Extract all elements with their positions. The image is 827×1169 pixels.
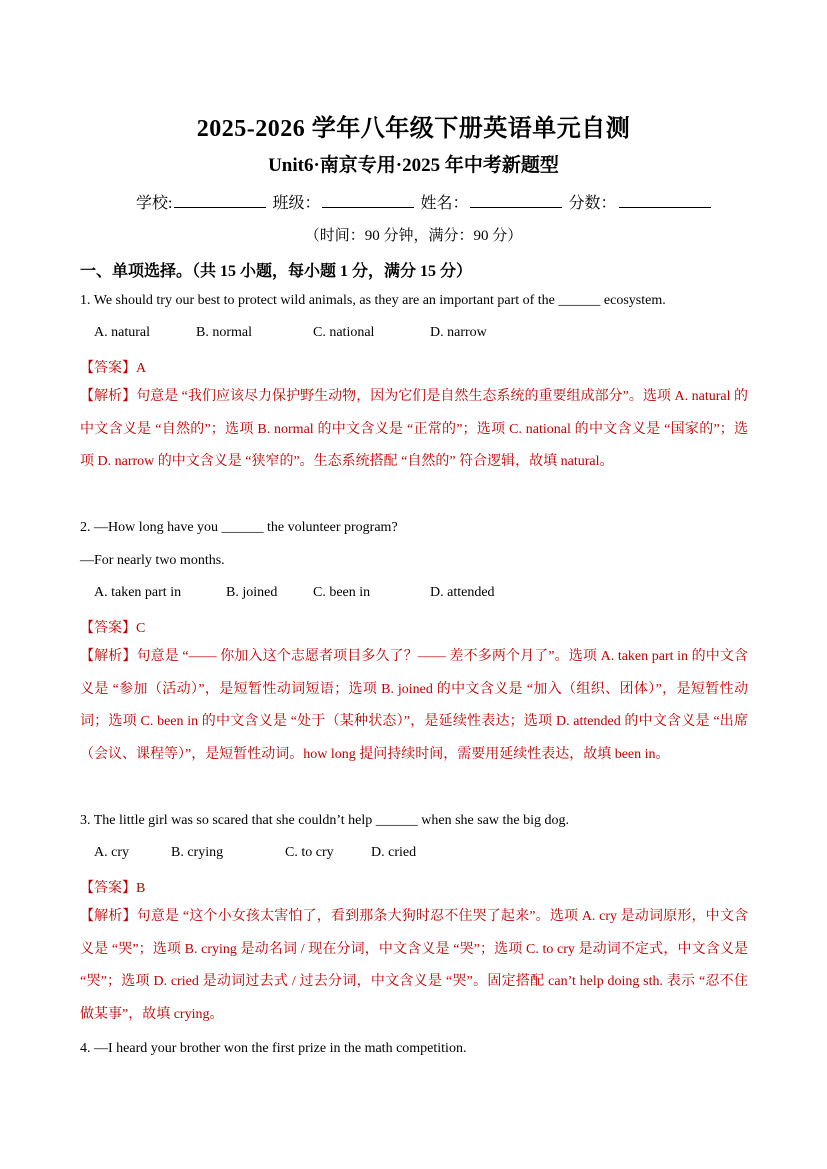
option: C. to cry (285, 845, 334, 860)
class-label: 班级： (272, 195, 321, 212)
explanation: 【解析】句意是 “—— 你加入这个志愿者项目多久了？—— 差不多两个月了”。选项 A. taken part in 的中文含义是 “参加（活动）”，是短暂性动词短语；选项 B. joined 的中文含义是 “加入（组织、团体）”，是短暂性动词；选项 C. been in 的中文含义是 “处于（某种状态）”，是延续性表达；选项 D. attended 的中文含义是 “出席（会议、课程等）”，是短暂性动词。how long 提问持续时间，需要用延续性表达，故填 been in。 (80, 649, 748, 762)
option: B. normal (196, 325, 252, 340)
name-blank (470, 193, 562, 208)
score-label: 分数： (568, 195, 617, 212)
explanation: 【解析】句意是 “这个小女孩太害怕了，看到那条大狗时忍不住哭了起来”。选项 A. cry 是动词原形，中文含义是 “哭”；选项 B. crying 是动名词 / 现在分词，中文含义是 “哭”；选项 C. to cry 是动词不定式，中文含义是 “哭”；选项 D. cried 是动词过去式 / 过去分词，中文含义是 “哭”。固定搭配 can’t help doing sth. 表示 “忍不住做某事”，故填 crying。 (80, 909, 748, 1022)
option: D. narrow (430, 325, 487, 340)
question-stem: 3. The little girl was so scared that she couldn’t help ______ when she saw the big dog. (80, 813, 570, 828)
time-note: （时间：90 分钟，满分：90 分） (304, 228, 523, 244)
answer-label: 【答案】C (80, 621, 146, 636)
option: C. been in (313, 585, 371, 600)
page-subtitle: Unit6·南京专用·2025 年中考新题型 (268, 155, 559, 176)
option: D. attended (430, 585, 495, 600)
class-blank (322, 193, 414, 208)
page-title: 2025-2026 学年八年级下册英语单元自测 (196, 116, 631, 142)
section-heading: 一、单项选择。（共 15 小题，每小题 1 分，满分 15 分） (80, 263, 473, 280)
question-stem-reply: —For nearly two months. (80, 553, 225, 568)
option: D. cried (371, 845, 417, 860)
question-stem: 2. —How long have you ______ the volunteer program? (80, 520, 398, 535)
option: A. taken part in (94, 585, 182, 600)
student-info-line (136, 190, 713, 213)
explanation: 【解析】句意是 “我们应该尽力保护野生动物，因为它们是自然生态系统的重要组成部分”。选项 A. natural 的中文含义是 “自然的”；选项 B. normal 的中文含义是 “正常的”；选项 C. national 的中文含义是 “国家的”；选项 D. narrow 的中文含义是 “狭窄的”。生态系统搭配 “自然的” 符合逻辑，故填 natural。 (80, 389, 748, 469)
question-stem: 1. We should try our best to protect wild animals, as they are an important part of the ______ ecosystem. (80, 293, 666, 308)
option: C. national (313, 325, 375, 340)
option: A. natural (94, 325, 150, 340)
option: B. crying (171, 845, 224, 860)
school-blank (174, 193, 266, 208)
name-label: 姓名： (420, 195, 469, 212)
question-stem: 4. —I heard your brother won the first prize in the math competition. (80, 1041, 467, 1056)
answer-label: 【答案】A (80, 361, 147, 376)
option: B. joined (226, 585, 278, 600)
school-label: 学校: (136, 195, 173, 212)
option: A. cry (94, 845, 129, 860)
answer-label: 【答案】B (80, 881, 146, 896)
score-blank (619, 193, 711, 208)
